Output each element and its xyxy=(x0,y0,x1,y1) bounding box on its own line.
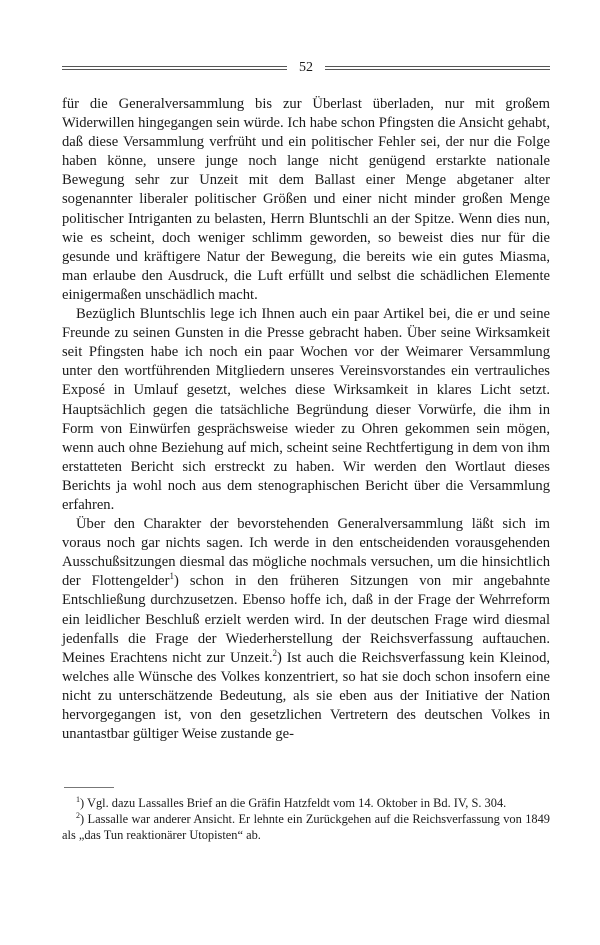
footnote-1-mark: 1 xyxy=(76,794,80,804)
footnote-2-text: ) Lassalle war anderer Ansicht. Er lehnte ein Zurückgehen auf die Reichsverfassung von 1849 als „das Tun reaktionärer Utopisten“ ab. xyxy=(62,812,550,842)
body-text xyxy=(62,95,550,744)
paragraph-3-part-3: ) Ist auch die Reichsverfassung kein Kleinod, welches alle Wünsche des Volkes konzentriert, so hat sie doch schon insofern eine nicht zu unterschätzende Bedeutung, als sie eben aus der Initiative der Nation hervorgegangen ist, von den gesetzlichen Vertretern des deutschen Volkes in unantastbar gültiger Weise zustande ge- xyxy=(62,649,551,743)
footnote-2-mark: 2 xyxy=(76,811,80,821)
paragraph-3 xyxy=(62,515,550,744)
footnote-2 xyxy=(62,812,550,843)
header-rule-right xyxy=(325,66,550,70)
paragraph-2: Bezüglich Bluntschlis lege ich Ihnen auch ein paar Artikel bei, die er und seine Freunde zu seinen Gunsten in die Presse gebracht haben. Über seine Wirksamkeit seit Pfingsten habe ich noch ein paar Wochen vor der Weimarer Versammlung unter den wortführenden Mitgliedern unseres Vereinsvorstandes ein vertrauliches Exposé in Umlauf gesetzt, welches diese Wirksamkeit in klares Licht setzt. Hauptsächlich gegen die tatsächliche Begründung dieser Vorwürfe, die ihm in Form von Einwürfen gesprächsweise wieder zu Ohren gekommen sein mögen, wenn auch ohne Beziehung auf mich, scheint seine Rechtfertigung in dem von ihm erstatteten Bericht sich erstreckt zu haben. Wir werden den Wortlaut dieses Berichts ja wohl noch aus dem stenographischen Bericht über die Versammlung erfahren. xyxy=(62,306,550,513)
footnote-ref-1[interactable]: 1 xyxy=(169,571,174,582)
footnote-ref-2[interactable]: 2 xyxy=(272,647,277,658)
running-header xyxy=(62,58,550,78)
paragraph-3-part-2: ) schon in den früheren Sitzungen von mir angebahnte Entschließung durchzusetzen. Ebenso hoffe ich, daß in der Frage der Wehrreform ein leidlicher Beschluß erzielt werden wird. In der deutschen Frage wird diesmal jedenfalls die Frage der Wiederherstellung der Reichsverfassung auftauchen. Meines Erachtens nicht zur Unzeit. xyxy=(62,573,550,666)
footnotes xyxy=(62,796,550,844)
footnote-1-text: ) Vgl. dazu Lassalles Brief an die Gräfin Hatzfeldt vom 14. Oktober in Bd. IV, S. 304. xyxy=(80,796,507,810)
paragraph-1: für die Generalversammlung bis zur Überlast überladen, nur mit großem Widerwillen hingegangen sein würde. Ich habe schon Pfingsten die Ansicht gehabt, daß diese Versammlung verfrüht und ein politischer Fehler sei, der nur die Folge haben könne, unsere junge noch lange nicht genügend erstarkte nationale Bewegung sehr zur Unzeit mit dem Ballast einer Menge abgetaner alter sogenannter liberaler politischer Größen und einer nicht minder großen Menge politischer Intriganten zu belasten, Herrn Bluntschli an der Spitze. Wenn dies nun, wie es scheint, doch weniger schlimm geworden, so beweist dies nur für die gesunde und kräftigere Natur der Bewegung, die bereits wie ein gutes Miasma, man erlaube den Ausdruck, die Luft erfüllt und selbst die schädlichen Elemente einigermaßen unschädlich macht. xyxy=(62,96,550,303)
paragraph-3-part-1: Über den Charakter der bevorstehenden Generalversammlung läßt sich im voraus noch gar nichts sagen. Ich werde in den entscheidenden vorausgehenden Ausschußsitzungen diesmal das mögliche nochmals versuchen, um die hinsichtlich der Flottengelder xyxy=(62,516,550,590)
footnote-1 xyxy=(62,796,550,811)
header-rule-left xyxy=(62,66,287,70)
page-number: 52 xyxy=(299,60,313,75)
footnote-separator xyxy=(64,787,114,788)
